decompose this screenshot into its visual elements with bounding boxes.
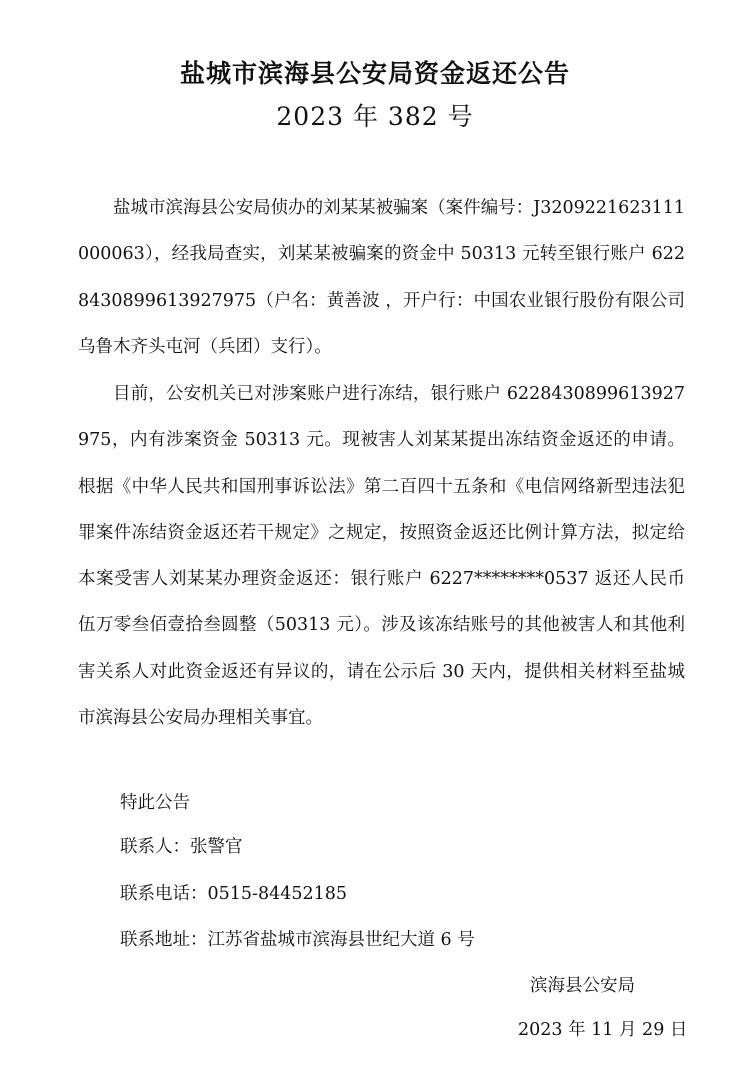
document-title: 盐城市滨海县公安局资金返还公告	[179, 59, 570, 88]
paragraph-case-details: 盐城市滨海县公安局侦办的刘某某被骗案（案件编号：J3209221623111000063），经我局查实，刘某某被骗案的资金中 50313 元转至银行账户 6228430899613927975（户名：黄善波 ，开户行：中国农业银行股份有限公司乌鲁木齐头屯河（兵团）支行）。	[78, 198, 685, 357]
contact-phone: 联系电话：0515-84452185	[120, 884, 348, 904]
contact-person: 联系人：张警官	[120, 837, 243, 857]
contact-address: 联系地址：江苏省盐城市滨海县世纪大道 6 号	[120, 930, 475, 950]
notice-closing: 特此公告	[120, 793, 190, 813]
issue-date: 2023 年 11 月 29 日	[518, 1020, 688, 1040]
issuer-signature: 滨海县公安局	[530, 976, 635, 996]
document-number: 2023 年 382 号	[276, 102, 474, 131]
paragraph-refund-details: 目前，公安机关已对涉案账户进行冻结，银行账户 6228430899613927975，内有涉案资金 50313 元。现被害人刘某某提出冻结资金返还的申请。根据《中华人民共和国刑事诉讼法》第二百四十五条和《电信网络新型违法犯罪案件冻结资金返还若干规定》之规定，按照资金返还比例计算方法，拟定给本案受害人刘某某办理资金返还：银行账户 6227********0537 返还人民币伍万零叁佰壹拾叁圆整（50313 元）。涉及该冻结账号的其他被害人和其他利害关系人对此资金返还有异议的，请在公示后 30 天内，提供相关材料至盐城市滨海县公安局办理相关事宜。	[78, 384, 685, 729]
